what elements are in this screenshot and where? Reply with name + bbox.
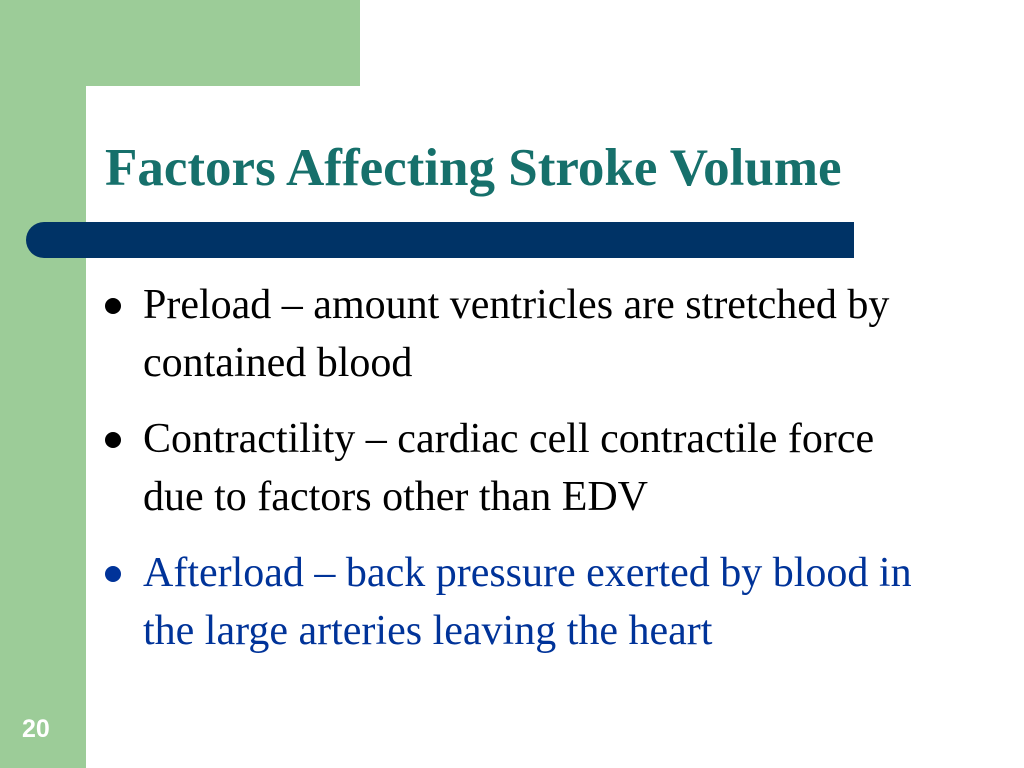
slide-number: 20 [22, 715, 50, 743]
bullet-dot-icon [105, 432, 121, 448]
bullet-item-contractility [105, 410, 935, 526]
bullet-list [105, 276, 935, 678]
bullet-dot-icon [105, 566, 121, 582]
slide-title: Factors Affecting Stroke Volume [105, 139, 842, 197]
bullet-item-preload [105, 276, 935, 392]
bullet-text: Preload – amount ventricles are stretched by contained blood [143, 282, 890, 386]
green-sidebar [0, 0, 86, 768]
bullet-text: Afterload – back pressure exerted by blood in the large arteries leaving the heart [143, 550, 912, 654]
bullet-text: Contractility – cardiac cell contractile force due to factors other than EDV [143, 416, 875, 520]
title-underline-bar [26, 222, 854, 258]
bullet-dot-icon [105, 298, 121, 314]
bullet-item-afterload [105, 544, 935, 660]
green-top-band [0, 0, 360, 86]
